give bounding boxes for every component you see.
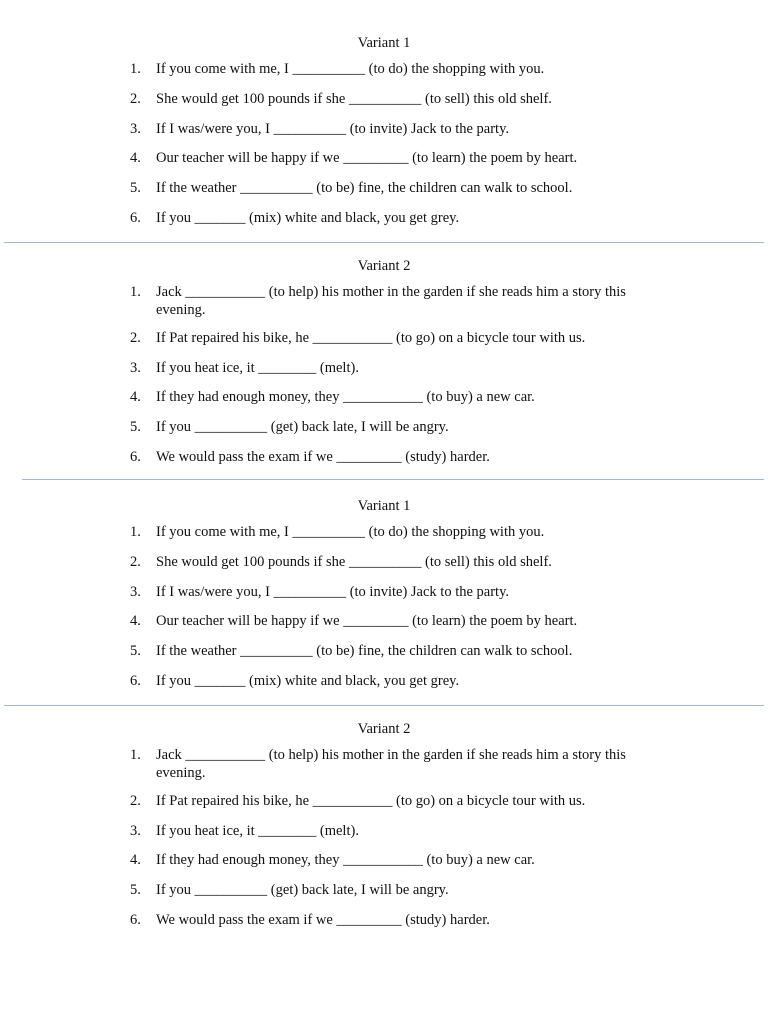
item-text: If the weather __________ (to be) fine, the children can walk to school. xyxy=(156,180,573,197)
exercise-item xyxy=(0,911,676,931)
item-number: 2. xyxy=(130,553,141,570)
exercise-list xyxy=(0,746,768,931)
exercise-list xyxy=(0,523,768,692)
exercise-item xyxy=(0,881,676,901)
item-number: 1. xyxy=(130,61,141,77)
exercise-item xyxy=(0,583,676,603)
item-text: If Pat repaired his bike, he ___________ (to go) on a bicycle tour with us. xyxy=(156,329,586,346)
exercise-item xyxy=(0,149,676,169)
exercise-item xyxy=(0,553,676,573)
exercise-item xyxy=(0,418,676,438)
exercise-item xyxy=(0,90,676,110)
item-number: 4. xyxy=(130,150,141,167)
item-text: She would get 100 pounds if she __________ (to sell) this old shelf. xyxy=(156,90,552,107)
variant-title: Variant 2 xyxy=(357,258,411,274)
item-text: Jack ___________ (to help) his mother in the garden if she reads him a story this evening. xyxy=(156,284,626,318)
item-text: Our teacher will be happy if we _________ (to learn) the poem by heart. xyxy=(156,613,578,630)
item-number: 5. xyxy=(130,419,141,436)
item-number: 4. xyxy=(130,613,141,630)
item-text: We would pass the exam if we _________ (study) harder. xyxy=(156,911,490,928)
exercise-item xyxy=(0,60,676,80)
exercise-item xyxy=(0,388,676,408)
exercise-item xyxy=(0,746,676,782)
exercise-item xyxy=(0,448,676,468)
variant-section xyxy=(0,33,768,239)
exercise-item xyxy=(0,523,676,543)
item-text: If Pat repaired his bike, he ___________ (to go) on a bicycle tour with us. xyxy=(156,792,586,809)
exercise-item xyxy=(0,792,676,812)
exercise-item xyxy=(0,120,676,140)
item-text: If you come with me, I __________ (to do) the shopping with you. xyxy=(156,524,545,540)
item-text: If you _______ (mix) white and black, you get grey. xyxy=(156,209,460,226)
item-number: 2. xyxy=(130,792,141,809)
item-text: If you come with me, I __________ (to do) the shopping with you. xyxy=(156,61,545,77)
section-divider xyxy=(22,479,764,480)
exercise-item xyxy=(0,851,676,871)
variant-title: Variant 1 xyxy=(357,498,411,514)
variant-section xyxy=(0,719,768,941)
exercise-item xyxy=(0,283,676,319)
item-number: 5. xyxy=(130,643,141,660)
exercise-item xyxy=(0,822,676,842)
item-text: She would get 100 pounds if she __________ (to sell) this old shelf. xyxy=(156,553,552,570)
section-divider xyxy=(4,705,764,706)
item-number: 1. xyxy=(130,284,141,300)
item-number: 4. xyxy=(130,852,141,869)
item-number: 3. xyxy=(130,583,141,600)
exercise-item xyxy=(0,672,676,692)
item-number: 6. xyxy=(130,209,141,226)
item-number: 6. xyxy=(130,672,141,689)
item-number: 6. xyxy=(130,448,141,465)
item-text: If the weather __________ (to be) fine, the children can walk to school. xyxy=(156,643,573,660)
item-number: 1. xyxy=(130,524,141,540)
variant-section xyxy=(0,496,768,702)
item-text: If they had enough money, they ___________ (to buy) a new car. xyxy=(156,852,535,869)
item-text: If I was/were you, I __________ (to invite) Jack to the party. xyxy=(156,120,510,137)
item-number: 2. xyxy=(130,90,141,107)
item-text: If you __________ (get) back late, I will be angry. xyxy=(156,882,449,899)
exercise-list xyxy=(0,283,768,468)
item-text: Jack ___________ (to help) his mother in the garden if she reads him a story this evening. xyxy=(156,747,626,781)
exercise-list xyxy=(0,60,768,229)
exercise-item xyxy=(0,359,676,379)
item-text: If they had enough money, they ___________ (to buy) a new car. xyxy=(156,389,535,406)
item-text: If I was/were you, I __________ (to invite) Jack to the party. xyxy=(156,583,510,600)
exercise-item xyxy=(0,329,676,349)
item-number: 2. xyxy=(130,329,141,346)
exercise-item xyxy=(0,612,676,632)
item-number: 3. xyxy=(130,822,141,839)
item-text: We would pass the exam if we _________ (study) harder. xyxy=(156,448,490,465)
item-text: Our teacher will be happy if we _________ (to learn) the poem by heart. xyxy=(156,150,578,167)
variant-section xyxy=(0,256,768,478)
item-number: 5. xyxy=(130,882,141,899)
item-number: 1. xyxy=(130,747,141,763)
item-text: If you heat ice, it ________ (melt). xyxy=(156,822,359,839)
section-divider xyxy=(4,242,764,243)
item-text: If you __________ (get) back late, I will be angry. xyxy=(156,419,449,436)
item-number: 3. xyxy=(130,120,141,137)
item-number: 3. xyxy=(130,359,141,376)
exercise-item xyxy=(0,179,676,199)
variant-title: Variant 1 xyxy=(357,35,411,51)
exercise-item xyxy=(0,642,676,662)
item-number: 4. xyxy=(130,389,141,406)
exercise-item xyxy=(0,209,676,229)
variant-title: Variant 2 xyxy=(357,721,411,737)
item-text: If you heat ice, it ________ (melt). xyxy=(156,359,359,376)
item-number: 6. xyxy=(130,911,141,928)
item-text: If you _______ (mix) white and black, you get grey. xyxy=(156,672,460,689)
item-number: 5. xyxy=(130,180,141,197)
